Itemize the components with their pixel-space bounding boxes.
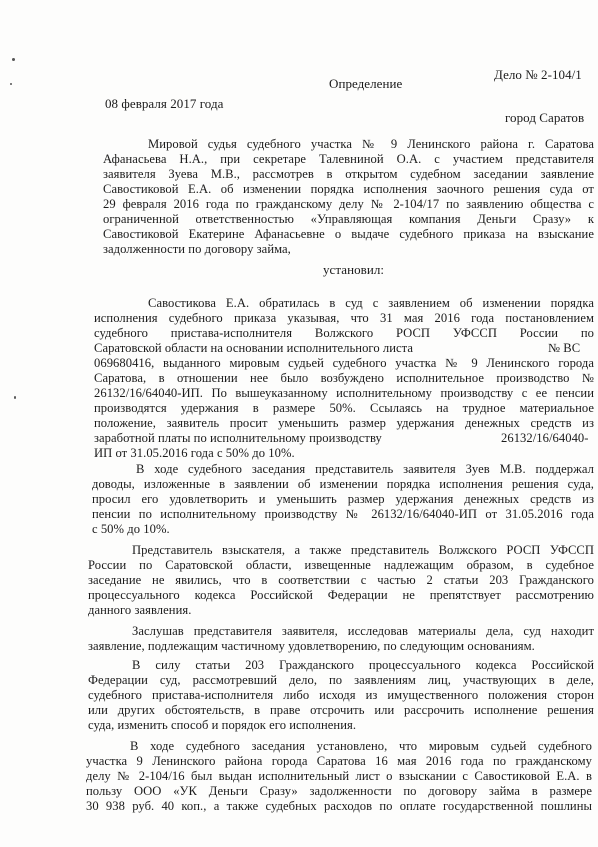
paragraph-line: Савостикова Е.А. обратилась в суд с заявлением об изменении порядка (148, 296, 594, 310)
paragraph-line: 30 938 руб. 40 коп., а также судебных расходов по оплате государственной пошлины (86, 799, 592, 813)
intro-line: Савостиковой Екатерине Афанасьевне о выдаче судебного приказа на взыскание (103, 227, 594, 241)
paragraph-line: доводы, изложенные в заявлении об изменении порядка исполнения решения суда, (92, 477, 594, 491)
paragraph-line: В ходе судебного заседания представитель заявителя Зуев М.В. поддержал (136, 462, 594, 476)
case-number: Дело № 2-104/1 (494, 67, 582, 82)
paragraph-line: исполнения судебного приказа указывая, что 31 мая 2016 года постановлением (94, 311, 594, 325)
document-city: город Саратов (505, 110, 585, 125)
paragraph-line: или других обстоятельств, в праве отсрочить или рассрочить исполнение решения (88, 703, 594, 717)
intro-line: ограниченной ответственностью «Управляющая компания Деньги Сразу» к (103, 212, 594, 226)
paragraph-line: В ходе судебного заседания установлено, что мировым судьей судебного (130, 739, 592, 753)
paragraph-line: суда, изменить способ и порядок его исполнения. (88, 718, 357, 732)
paragraph-line: 26132/16/64040-ИП. По вышеуказанному исполнительному производству с ее пенсии (94, 386, 594, 400)
paragraph-line: судебного пристава-исполнителя либо исходя из имущественного положения сторон (88, 688, 594, 702)
paragraph-line: процессуального кодекса Российской Федерации не препятствует рассмотрению (88, 588, 594, 602)
paragraph-line: производятся удержания в размере 50%. Ссылаясь на трудное материальное (94, 401, 594, 415)
paragraph-line: Саратовской области на основании исполнительного листа (94, 341, 413, 355)
scan-speck (12, 58, 15, 61)
paragraph-line: 069680416, выданного мировым судьей судебного участка № 9 Ленинского города (94, 356, 594, 370)
document-title: Определение (329, 76, 403, 91)
paragraph-line: участка 9 Ленинского района города Саратова 16 мая 2016 года по гражданскому (86, 754, 592, 768)
paragraph-line: с 50% до 10%. (92, 522, 170, 536)
paragraph-line: положение, заявитель просит уменьшить размер удержания денежных средств из (94, 416, 594, 430)
paragraph-line: пенсии по исполнительному производству № 26132/16/64040-ИП от 31.05.2016 года (92, 507, 594, 521)
document-date: 08 февраля 2017 года (105, 96, 224, 111)
paragraph-line: Представитель взыскателя, а также представитель Волжского РОСП УФССП (132, 543, 594, 557)
paragraph-line: ИП от 31.05.2016 года с 50% до 10%. (94, 446, 295, 460)
writ-series: № ВС (548, 341, 581, 355)
intro-line: Афанасьева Н.А., при секретаре Талевниной О.А. с участием представителя (103, 152, 594, 166)
paragraph-line: заседание не явились, что в соответствии с частью 2 статьи 203 Гражданского (88, 573, 594, 587)
paragraph-line: В силу статьи 203 Гражданского процессуального кодекса Российской (132, 658, 594, 672)
intro-line: заявителя Зуева М.В., рассмотрев в открытом судебном заседании заявление (103, 167, 594, 181)
paragraph-line: просил его удовлетворить и уменьшить размер удержания денежных средств из (92, 492, 594, 506)
intro-line: задолженности по договору займа, (103, 242, 291, 256)
paragraph-line: делу № 2-104/16 был выдан исполнительный лист о взыскании с Савостиковой Е.А. в (86, 769, 592, 783)
production-number: 26132/16/64040- (501, 431, 589, 445)
paragraph-line: заявление, подлежащим частичному удовлетворению, по следующим основаниям. (88, 639, 535, 653)
paragraph-line: пользу ООО «УК Деньги Сразу» задолженности по договору займа в размере (86, 784, 592, 798)
intro-line: Савостиковой Е.А. об изменении порядка исполнения заочного решения суда от (103, 182, 594, 196)
intro-line: 29 февраля 2016 года по гражданскому делу № 2-104/17 по заявлению общества с (103, 197, 594, 211)
paragraph-line: России по Саратовской области, извещенные надлежащим образом, в судебное (88, 558, 594, 572)
scan-speck (10, 83, 12, 85)
scan-speck (14, 396, 16, 399)
paragraph-line: данного заявления. (88, 603, 192, 617)
paragraph-line: Заслушав представителя заявителя, исследовав материалы дела, суд находит (132, 624, 594, 638)
paragraph-line: Федерации суд, рассмотревший дело, по заявлениям лиц, участвующих в деле, (88, 673, 594, 687)
paragraph-line: заработной платы по исполнительному производству (94, 431, 382, 445)
paragraph-line: Саратова, в отношении нее было возбуждено исполнительное производство № (94, 371, 594, 385)
intro-line: Мировой судья судебного участка № 9 Ленинского района г. Саратова (148, 137, 594, 151)
paragraph-line: судебного пристава-исполнителя Волжского РОСП УФССП России по (94, 326, 594, 340)
established-heading: установил: (323, 262, 385, 277)
